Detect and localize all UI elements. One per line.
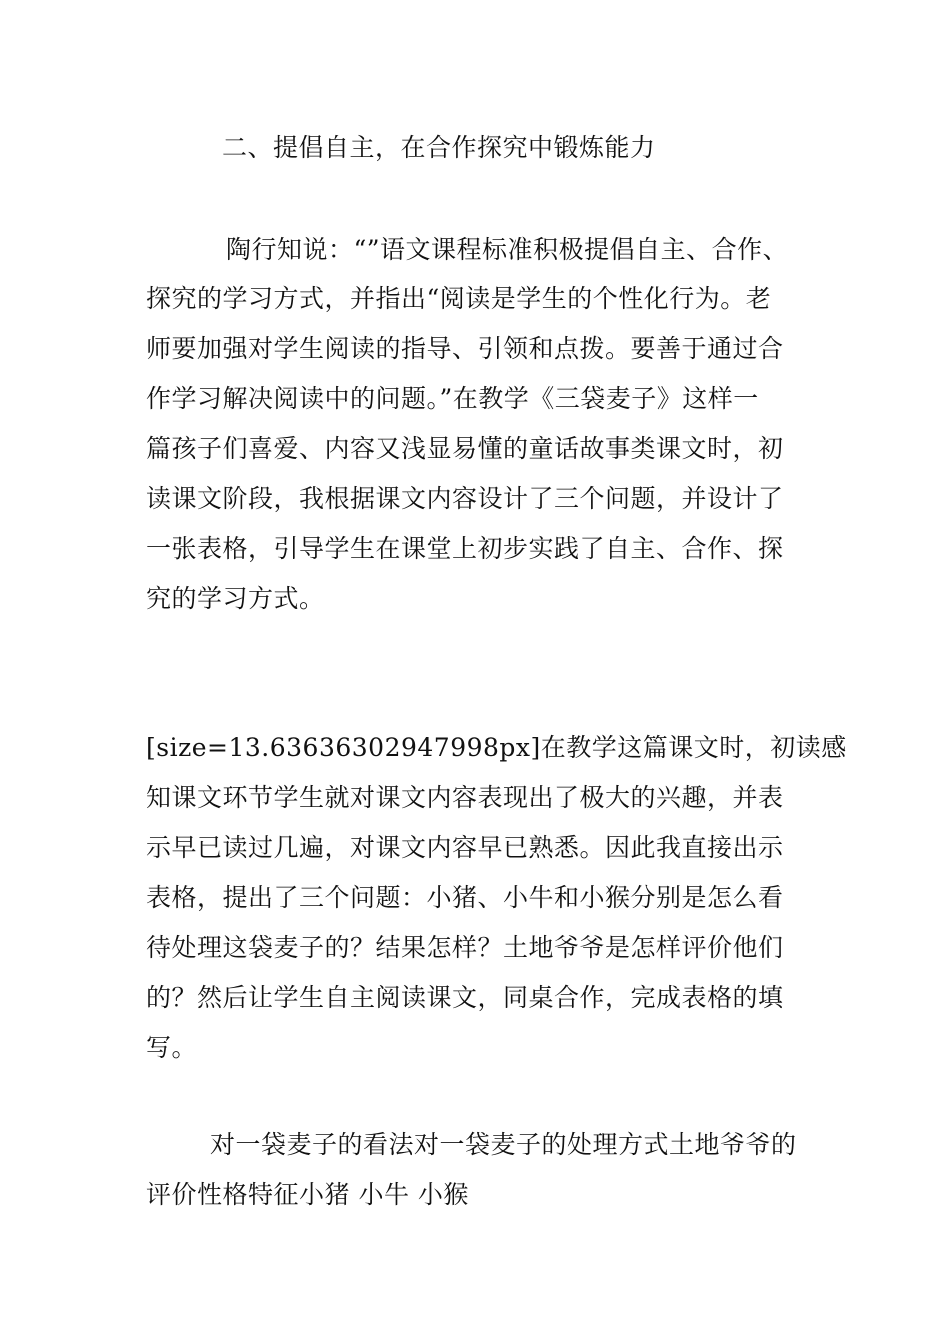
paragraph-line: [size=13.63636302947998px]在教学这篇课文时，初读感 (146, 733, 847, 762)
paragraph-line: 陶行知说：“”语文课程标准积极提倡自主、合作、 (226, 235, 789, 264)
section-heading: 二、提倡自主，在合作探究中锻炼能力 (222, 133, 656, 162)
paragraph-line: 对一袋麦子的看法对一袋麦子的处理方式土地爷爷的 (210, 1130, 797, 1159)
paragraph-line: 表格，提出了三个问题：小猪、小牛和小猴分别是怎么看 (146, 883, 784, 912)
paragraph-line: 示早已读过几遍，对课文内容早已熟悉。因此我直接出示 (146, 833, 784, 862)
paragraph-line: 评价性格特征小猪 小牛 小猴 (146, 1180, 469, 1209)
paragraph-line: 探究的学习方式，并指出“阅读是学生的个性化行为。老 (146, 284, 772, 313)
paragraph-line: 一张表格，引导学生在课堂上初步实践了自主、合作、探 (146, 534, 784, 563)
paragraph-line: 读课文阶段，我根据课文内容设计了三个问题，并设计了 (146, 484, 784, 513)
paragraph-line: 师要加强对学生阅读的指导、引领和点拨。要善于通过合 (146, 334, 784, 363)
paragraph-line: 待处理这袋麦子的？结果怎样？土地爷爷是怎样评价他们 (146, 933, 784, 962)
paragraph-line: 知课文环节学生就对课文内容表现出了极大的兴趣，并表 (146, 783, 784, 812)
paragraph-line: 究的学习方式。 (146, 584, 325, 613)
paragraph-line: 写。 (146, 1033, 198, 1062)
paragraph-line: 作学习解决阅读中的问题。”在教学《三袋麦子》这样一 (146, 384, 759, 413)
paragraph-line: 的？然后让学生自主阅读课文，同桌合作，完成表格的填 (146, 983, 784, 1012)
paragraph-line: 篇孩子们喜爱、内容又浅显易懂的童话故事类课文时，初 (146, 434, 784, 463)
